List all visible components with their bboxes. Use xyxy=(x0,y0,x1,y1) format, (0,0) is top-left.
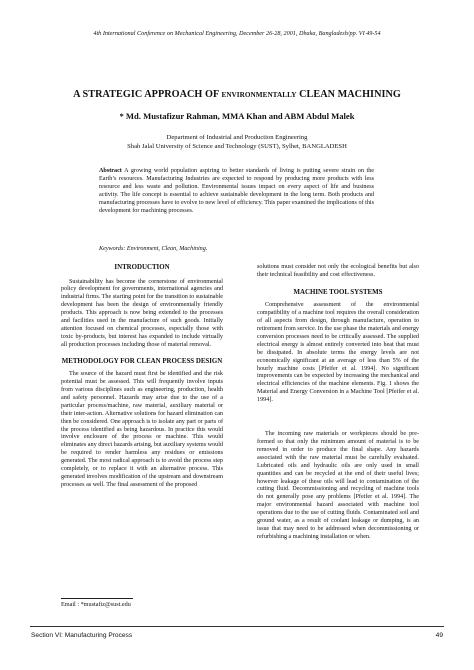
machine-tool-systems-text-2: The incoming raw materials or workpieces should be pre-formed so that only the minimum amount of material is to be removed in order to produce the final shape. Any hazards associated with the raw material must be carefully evaluated. Lubricated oils and hydraulic oils are only used in small quantities and can be recycled at the end of their useful lives; however leakage of these oils will lead to contamination of the cutting fluid. Decommissioning and recycling of machine tools do not generally pose any problems [Pfeifer et al. 1994]. The major environmental hazard associated with machine tool operations due to the use of cutting fluids. Contaminated soil and ground water, as a result of coolant leakage or dumping, is an issue that may need to be addressed when decommissioning or refurbishing a machining installation or when. xyxy=(257,431,419,540)
title-part-1: A STRATEGIC APPROACH OF xyxy=(73,89,222,100)
right-column xyxy=(257,264,419,542)
abstract-text: A growing world population aspiring to better standards of living is putting severe strain on the Earth’s resources. Manufacturing Industries are expected to respond by producing more products with less resource and less waste and pollution. Environmental issues impact on every aspect of life and business activity. The life concept is essential to achieve sustainable development in the long term. Both products and manufacturing processes have to evolve to new level of efficiency. This paper examined the implications of this development for machining processes. xyxy=(99,168,374,214)
methodology-text: The source of the hazard must first be identified and the risk potential must be assessed. This will frequently involve inputs from various disciplines such as engineering, production, health and safety personnel. Hazards may arise due to the use of a particular process/machine, raw material, auxiliary material or their inter-action. Alternative solutions for hazard elimination can then be considered. One approach is to isolate any part or parts of the process identified as being hazardous. In practice this would involve enclosure of the process or machine. This would eliminates any direct hazards arising, but auxiliary systems would be required to render harmless any residues or emissions generated. The most radical approach is to avoid the process step completely, or to replace it with an alternative process. This generated involves modification of the upstream and downstream processes as well. The final assessment of the proposed xyxy=(61,371,223,488)
continued-text: solutions must consider not only the ecological benefits but also their technical feasibility and cost effectiveness. xyxy=(257,264,419,278)
introduction-text: Sustainability has become the cornerstone of environmental policy development for governments, international agencies and industrial firms. The starting point for the transition to sustainable development has been the design of environmentally friendly products. This approach is now being extended to the processes and facilities used in the manufacture of such goods. Initially attention focused on chemical processes, especially those with toxic by-products, but interest has expanded to include virtually all production processes including those of material removal. xyxy=(61,278,223,348)
affiliation-university: Shah Jalal University of Science and Technology (SUST), Sylhet, BANGLADESH xyxy=(127,143,347,150)
machine-tool-systems-heading: MACHINE TOOL SYSTEMS xyxy=(293,288,383,296)
footnote-email: Email : *mustafiz@sust.edu xyxy=(61,601,131,608)
machine-tool-systems-text-1: Comprehensive assessment of the environmental compatibility of a machine tool requires the overall consideration of all aspects from design, through manufacture, operation to retirement from service. In the use phase the materials and energy conversion processes need to be critically assessed. The supplied electrical energy is almost entirely converted into heat that must be dissipated. In absolute terms the energy levels are not economically significant at an average of less than 5% of the hourly machine costs [Pfeifer et al. 1994]. No significant improvements can be expected by increasing the mechanical and electrical efficiencies of the machine elements. Fig. 1 shows the Material and Energy Conversion in a Machine Tool [Pfeifer et al. 1994]. xyxy=(257,302,419,404)
title-part-3: CLEAN MACHINING xyxy=(296,89,401,100)
introduction-heading: INTRODUCTION xyxy=(114,264,170,271)
methodology-heading: METHODOLOGY FOR CLEAN PROCESS DESIGN xyxy=(61,357,223,365)
paper-authors: * Md. Mustafizur Rahman, MMA Khan and ABM Abdul Malek xyxy=(119,111,355,121)
affiliation-department: Department of Industrial and Production Engineering xyxy=(166,134,308,141)
abstract xyxy=(99,168,374,215)
footer-divider xyxy=(30,626,444,627)
keywords: Keywords: Environment, Clean, Machining. xyxy=(99,246,208,252)
conference-header: 4th International Conference on Mechanical Engineering, December 26-28, 2001, Dhaka, Bangladesh/pp. VI 49-54 xyxy=(93,30,381,37)
left-column xyxy=(61,264,223,490)
title-part-2: ENVIRONMENTALLY xyxy=(221,91,297,99)
abstract-label: Abstract xyxy=(99,168,122,174)
footnote-divider xyxy=(61,598,133,599)
footer-section: Section VI: Manufacturing Process xyxy=(31,632,133,639)
paper-title xyxy=(0,89,474,100)
affiliation xyxy=(0,133,474,151)
page-number: 49 xyxy=(435,632,443,639)
